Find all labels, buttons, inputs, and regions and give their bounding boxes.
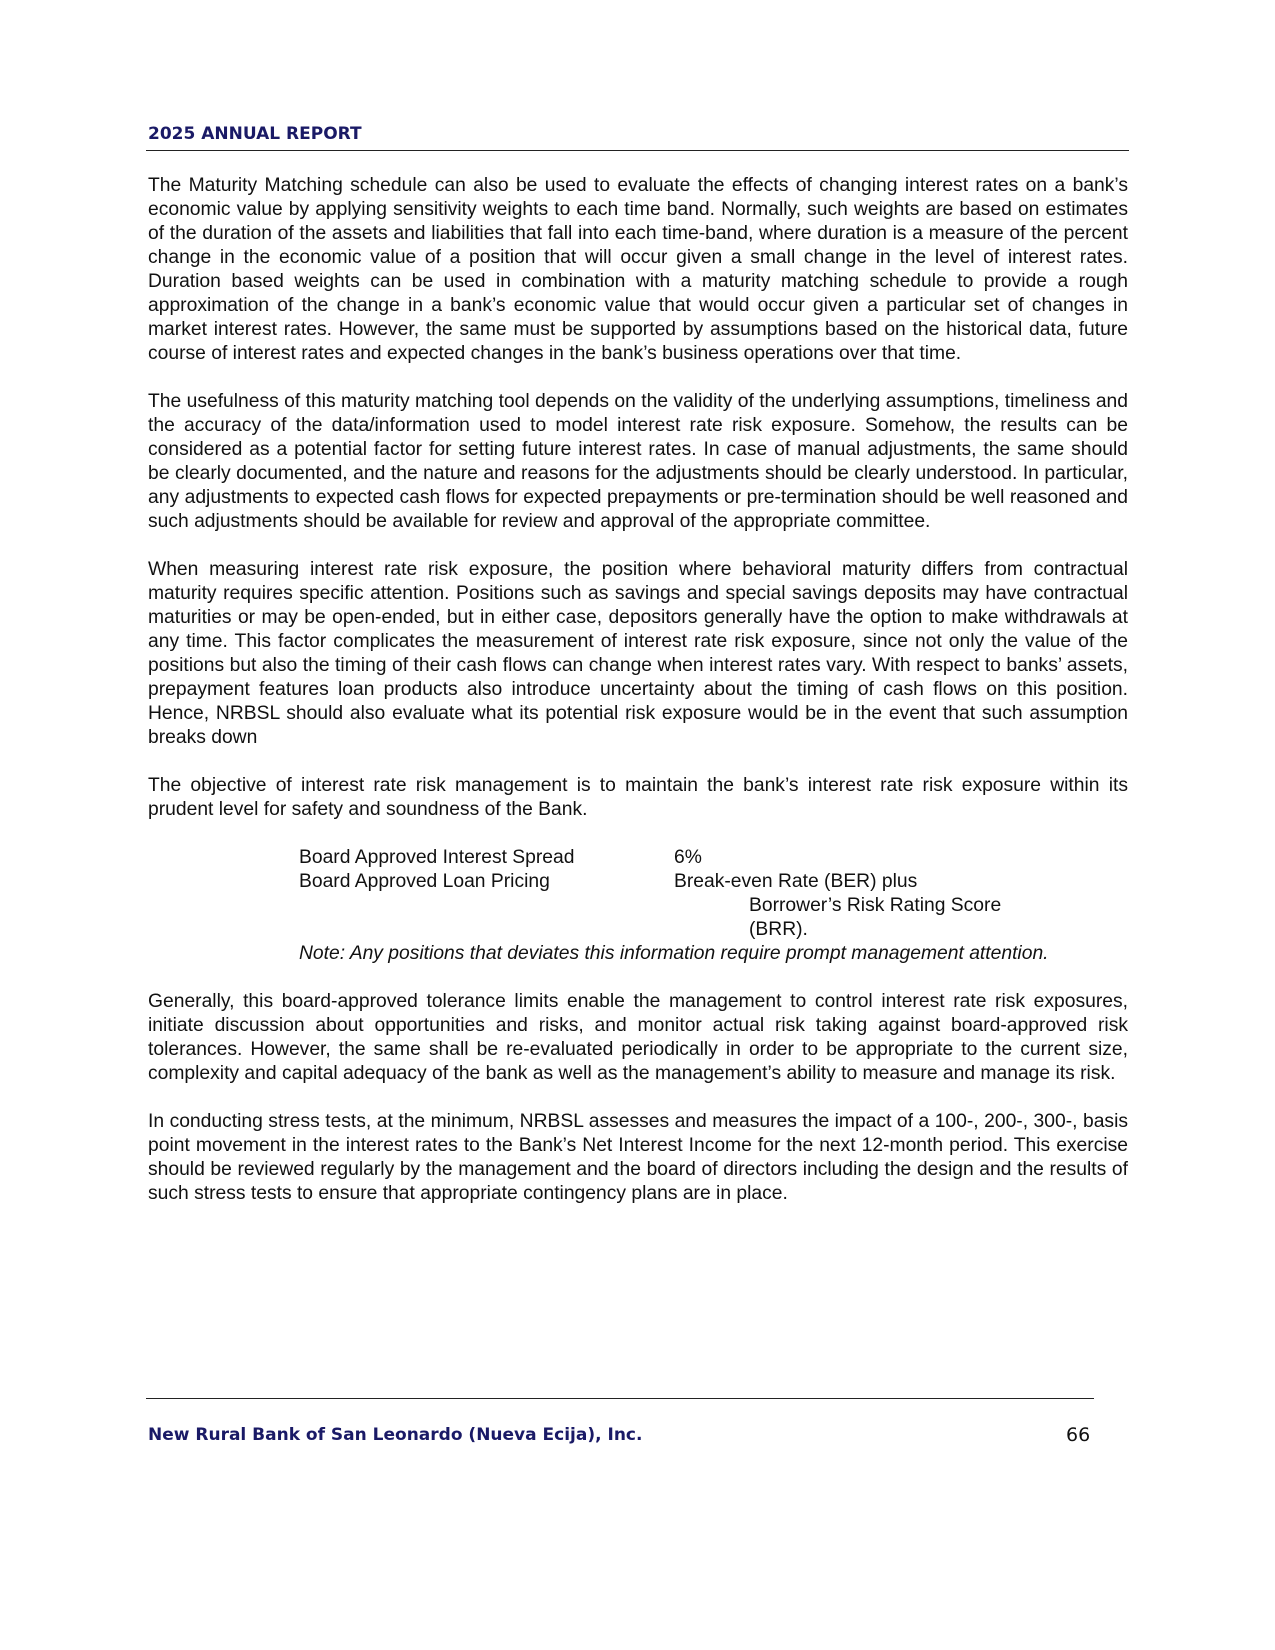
paragraph-tool-usefulness: The usefulness of this maturity matching tool depends on the validity of the underlying assumptions, timeliness and the accuracy of the data/information used to model interest rate risk exposure. Somehow, the results can be considered as a potential factor for setting future interest rates. In case of manual adjustments, the same should be clearly documented, and the nature and reasons for the adjustments should be clearly understood. In particular, any adjustments to expected cash flows for expected prepayments or pre-termination should be well reasoned and such adjustments should be available for review and approval of the appropriate committee. bbox=[148, 391, 1128, 532]
policy-row-pricing bbox=[299, 870, 1128, 894]
board-policy-table bbox=[148, 846, 1128, 966]
policy-row-spread bbox=[299, 846, 1128, 870]
policy-pricing-label: Board Approved Loan Pricing bbox=[299, 871, 550, 892]
footer-divider bbox=[146, 1398, 1094, 1399]
report-header-title: 2025 ANNUAL REPORT bbox=[148, 124, 362, 144]
paragraph-maturity-matching: The Maturity Matching schedule can also be used to evaluate the effects of changing interest rates on a bank’s economic value by applying sensitivity weights to each time band. Normally, such weights are based on estimates of the duration of the assets and liabilities that fall into each time-band, where duration is a measure of the percent change in the economic value of a position that will occur given a small change in the level of interest rates. Duration based weights can be used in combination with a maturity matching schedule to provide a rough approximation of the change in a bank’s economic value that would occur given a particular set of changes in market interest rates. However, the same must be supported by assumptions based on the historical data, future course of interest rates and expected changes in the bank’s business operations over that time. bbox=[148, 175, 1128, 364]
policy-pricing-value: Break-even Rate (BER) plus bbox=[674, 871, 918, 892]
paragraph-stress-tests: In conducting stress tests, at the minimum, NRBSL assesses and measures the impact of a 100-, 200-, 300-, basis point movement in the interest rates to the Bank’s Net Interest Income for the next 12-month period. This exercise should be reviewed regularly by the management and the board of directors including the design and the results of such stress tests to ensure that appropriate contingency plans are in place. bbox=[148, 1111, 1128, 1204]
header-divider bbox=[146, 150, 1129, 151]
policy-spread-value: 6% bbox=[674, 847, 702, 868]
policy-spread-label: Board Approved Interest Spread bbox=[299, 847, 575, 868]
page-body bbox=[148, 174, 1128, 1230]
paragraph-objective: The objective of interest rate risk management is to maintain the bank’s interest rate risk exposure within its prudent level for safety and soundness of the Bank. bbox=[148, 775, 1128, 820]
paragraph-tolerance-limits: Generally, this board-approved tolerance limits enable the management to control interest rate risk exposures, initiate discussion about opportunities and risks, and monitor actual risk taking against board-approved risk tolerances. However, the same shall be re-evaluated periodically in order to be appropriate to the current size, complexity and capital adequacy of the bank as well as the management’s ability to measure and manage its risk. bbox=[148, 991, 1128, 1084]
policy-pricing-value-continued: Borrower’s Risk Rating Score (BRR). bbox=[749, 895, 1002, 940]
paragraph-behavioral-maturity: When measuring interest rate risk exposure, the position where behavioral maturity differs from contractual maturity requires specific attention. Positions such as savings and special savings deposits may have contractual maturities or may be open-ended, but in either case, depositors generally have the option to make withdrawals at any time. This factor complicates the measurement of interest rate risk exposure, since not only the value of the positions but also the timing of their cash flows can change when interest rates vary. With respect to banks’ assets, prepayment features loan products also introduce uncertainty about the timing of cash flows on this position. Hence, NRBSL should also evaluate what its potential risk exposure would be in the event that such assumption breaks down bbox=[148, 559, 1128, 748]
policy-note: Note: Any positions that deviates this information require prompt management attention. bbox=[299, 943, 1049, 964]
page-number: 66 bbox=[1066, 1424, 1091, 1446]
footer-bank-name: New Rural Bank of San Leonardo (Nueva Ecija), Inc. bbox=[148, 1425, 643, 1445]
